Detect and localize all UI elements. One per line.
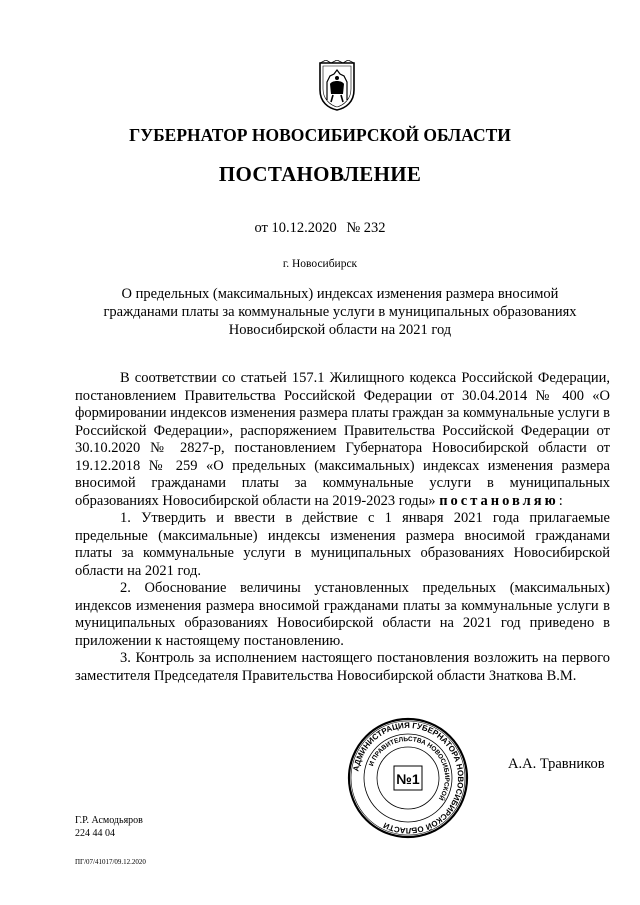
stamp-number: №1 <box>396 771 420 787</box>
coat-of-arms-emblem <box>316 60 358 112</box>
document-date: от 10.12.2020 <box>254 220 337 236</box>
document-number: № 232 <box>346 220 386 236</box>
date-number-line <box>0 220 640 237</box>
executor-name: Г.Р. Асмодьяров <box>75 815 143 826</box>
preamble-paragraph <box>75 370 610 510</box>
decree-word: постановляю <box>439 492 559 509</box>
stamp-outer-text: АДМИНИСТРАЦИЯ ГУБЕРНАТОРА НОВОСИБИРСКОЙ ОБЛАСТИ <box>351 720 466 836</box>
issuing-authority: ГУБЕРНАТОР НОВОСИБИРСКОЙ ОБЛАСТИ <box>129 125 511 145</box>
signatory-name: А.А. Травников <box>508 756 605 772</box>
city: г. Новосибирск <box>282 258 358 270</box>
subject-line: О предельных (максимальных) индексах изменения размера вносимой <box>121 286 559 302</box>
stamp-inner-text: И ПРАВИТЕЛЬСТВА НОВОСИБИРСКОЙ <box>368 735 451 802</box>
official-seal-stamp <box>346 716 470 840</box>
executor-phone: 224 44 04 <box>75 828 115 839</box>
document-body <box>75 370 610 685</box>
preamble-text: В соответствии со статьей 157.1 Жилищного кодекса Российской Федерации, постановлением Правительства Российской Федерации от 30.04.2014 № 400 «О формировании индексов изменения размера платы граждан за коммунальные услуги в Российской Федерации», распоряжением Правительства Российской Федерации от 30.10.2020 № 2827-р, постановлением Губернатора Новосибирской области от 19.12.2018 № 259 «О предельных (максимальных) индексах изменения размера вносимой гражданами платы за коммунальные услуги в муниципальных образованиях Новосибирской области на 2019-2023 годы» <box>75 370 610 509</box>
document-subject <box>70 285 610 339</box>
document-reference: ПГ/07/41017/09.12.2020 <box>75 858 146 866</box>
subject-line: гражданами платы за коммунальные услуги в муниципальных образованиях <box>103 304 577 320</box>
clause-1: 1. Утвердить и ввести в действие с 1 января 2021 года прилагаемые предельные (максимальные) индексы изменения размера вносимой гражданами платы за коммунальные услуги в муниципальных образованиях Новосибирской области на 2021 год. <box>75 510 610 579</box>
document-type: ПОСТАНОВЛЕНИЕ <box>218 162 422 186</box>
clause-3: 3. Контроль за исполнением настоящего постановления возложить на первого заместителя Председателя Правительства Новосибирской области Знаткова В.М. <box>75 650 610 684</box>
executor-block <box>75 814 143 840</box>
subject-line: Новосибирской области на 2021 год <box>228 322 452 338</box>
decree-colon: : <box>558 492 563 509</box>
clause-2: 2. Обоснование величины установленных предельных (максимальных) индексов изменения размера вносимой гражданами платы за коммунальные услуги в муниципальных образованиях Новосибирской области на 2021 год приведено в приложении к настоящему постановлению. <box>75 580 610 649</box>
